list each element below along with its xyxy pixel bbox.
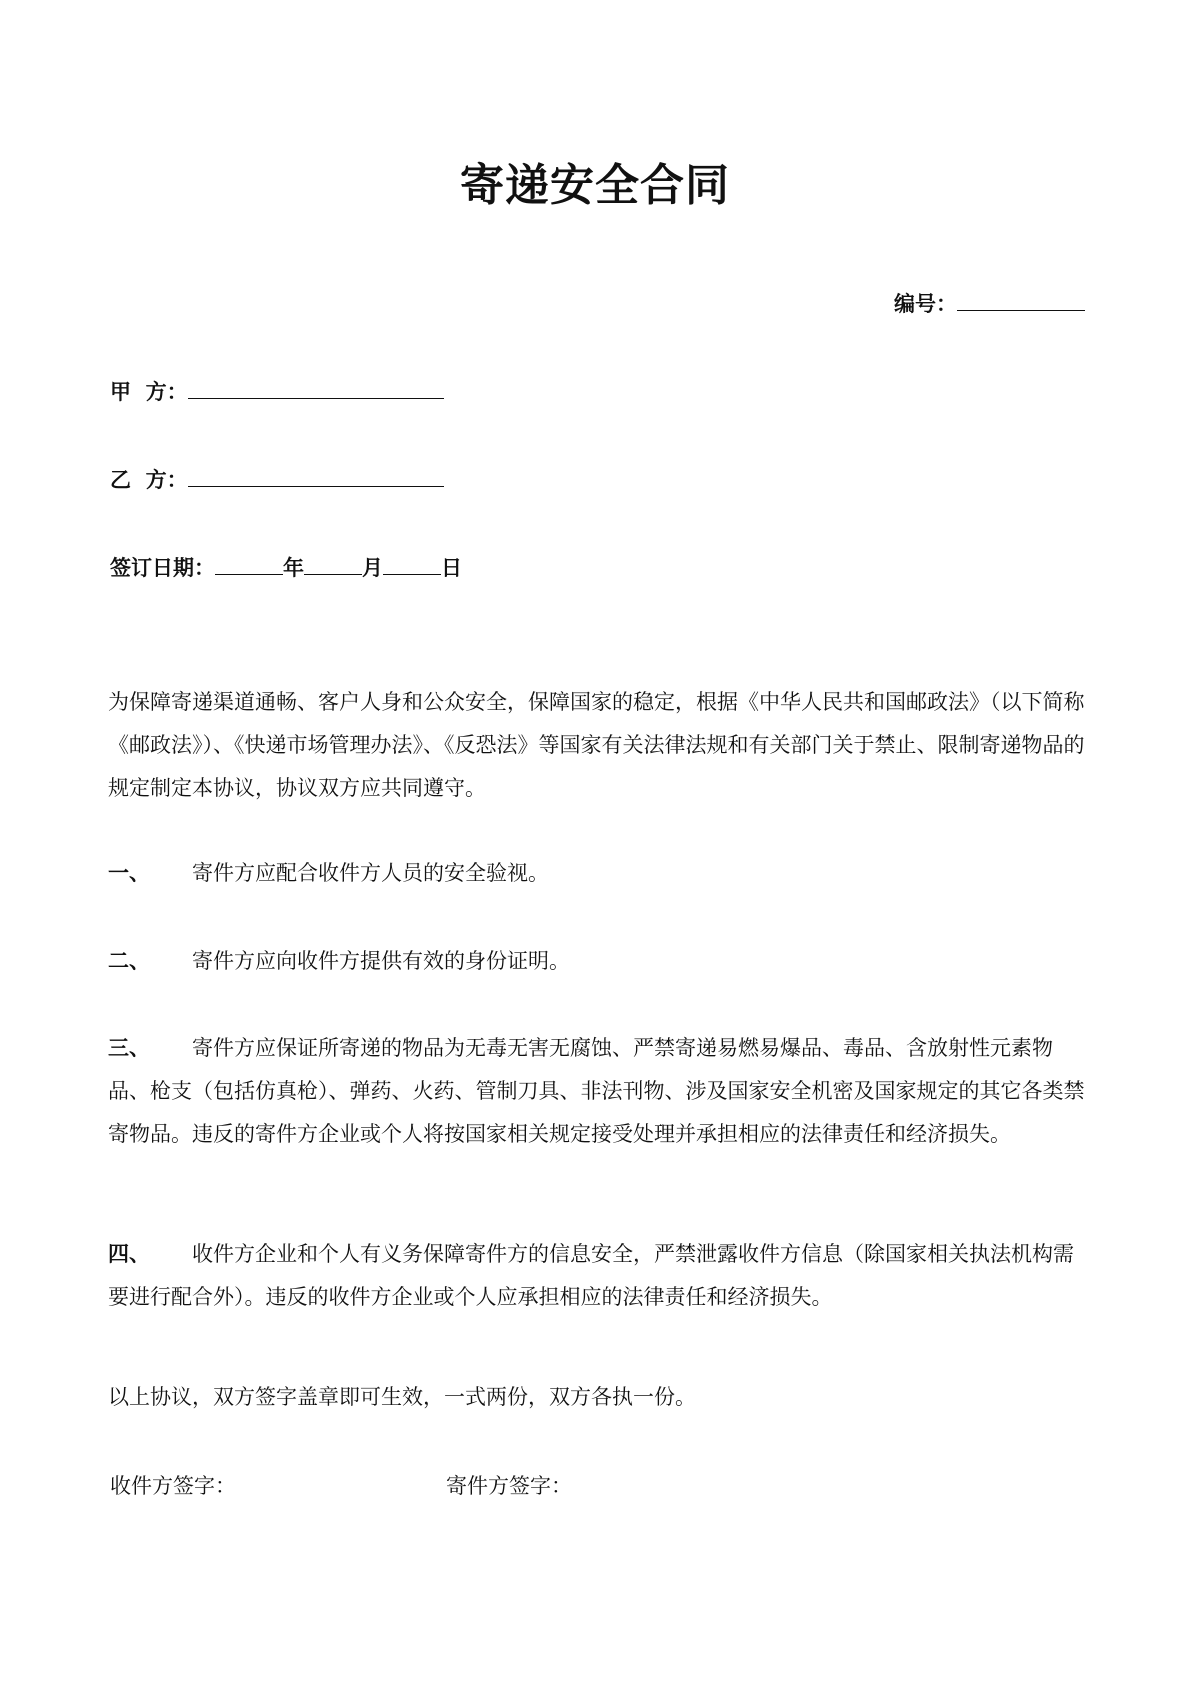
party-a-label: 甲 方： bbox=[110, 380, 188, 404]
party-b-label: 乙 方： bbox=[110, 468, 188, 492]
clause-1-number: 一、 bbox=[108, 861, 150, 885]
clause-1-text: 寄件方应配合收件方人员的安全验视。 bbox=[192, 861, 549, 885]
clause-4-text: 收件方企业和个人有义务保障寄件方的信息安全，严禁泄露收件方信息（除国家相关执法机构需要进行配合外）。违反的收件方企业或个人应承担相应的法律责任和经济损失。 bbox=[108, 1242, 1074, 1309]
contract-number bbox=[894, 288, 1085, 319]
sender-signature-label: 寄件方签字： bbox=[446, 1474, 572, 1498]
document-title: 寄递安全合同 bbox=[460, 160, 730, 211]
contract-number-label: 编号： bbox=[894, 292, 957, 316]
clause-2-number: 二、 bbox=[108, 949, 150, 973]
receiver-signature-label: 收件方签字： bbox=[110, 1474, 236, 1498]
year-label: 年 bbox=[283, 556, 304, 580]
month-label: 月 bbox=[362, 556, 383, 580]
year-blank[interactable] bbox=[215, 552, 283, 575]
clause-1 bbox=[108, 852, 1092, 895]
clause-2-text: 寄件方应向收件方提供有效的身份证明。 bbox=[192, 949, 570, 973]
day-blank[interactable] bbox=[383, 552, 441, 575]
party-a bbox=[110, 376, 444, 407]
contract-number-blank[interactable] bbox=[957, 288, 1085, 311]
clause-3-text: 寄件方应保证所寄递的物品为无毒无害无腐蚀、严禁寄递易燃易爆品、毒品、含放射性元素物品、枪支（包括仿真枪）、弹药、火药、管制刀具、非法刊物、涉及国家安全机密及国家规定的其它各类禁寄物品。违反的寄件方企业或个人将按国家相关规定接受处理并承担相应的法律责任和经济损失。 bbox=[108, 1036, 1085, 1146]
clause-3-number: 三、 bbox=[108, 1036, 150, 1060]
party-b-blank[interactable] bbox=[188, 464, 444, 487]
sign-date-label: 签订日期： bbox=[110, 556, 215, 580]
party-b bbox=[110, 464, 444, 495]
party-a-blank[interactable] bbox=[188, 376, 444, 399]
month-blank[interactable] bbox=[304, 552, 362, 575]
intro-paragraph: 为保障寄递渠道通畅、客户人身和公众安全，保障国家的稳定，根据《中华人民共和国邮政法》（以下简称《邮政法》）、《快递市场管理办法》、《反恐法》等国家有关法律法规和有关部门关于禁止、限制寄递物品的规定制定本协议，协议双方应共同遵守。 bbox=[108, 690, 1085, 800]
clause-3 bbox=[108, 1027, 1092, 1156]
clause-4-number: 四、 bbox=[108, 1242, 150, 1266]
sign-date bbox=[110, 552, 462, 583]
clause-4 bbox=[108, 1233, 1092, 1319]
day-label: 日 bbox=[441, 556, 462, 580]
closing-paragraph: 以上协议，双方签字盖章即可生效，一式两份，双方各执一份。 bbox=[108, 1385, 696, 1409]
clause-2 bbox=[108, 940, 1092, 983]
